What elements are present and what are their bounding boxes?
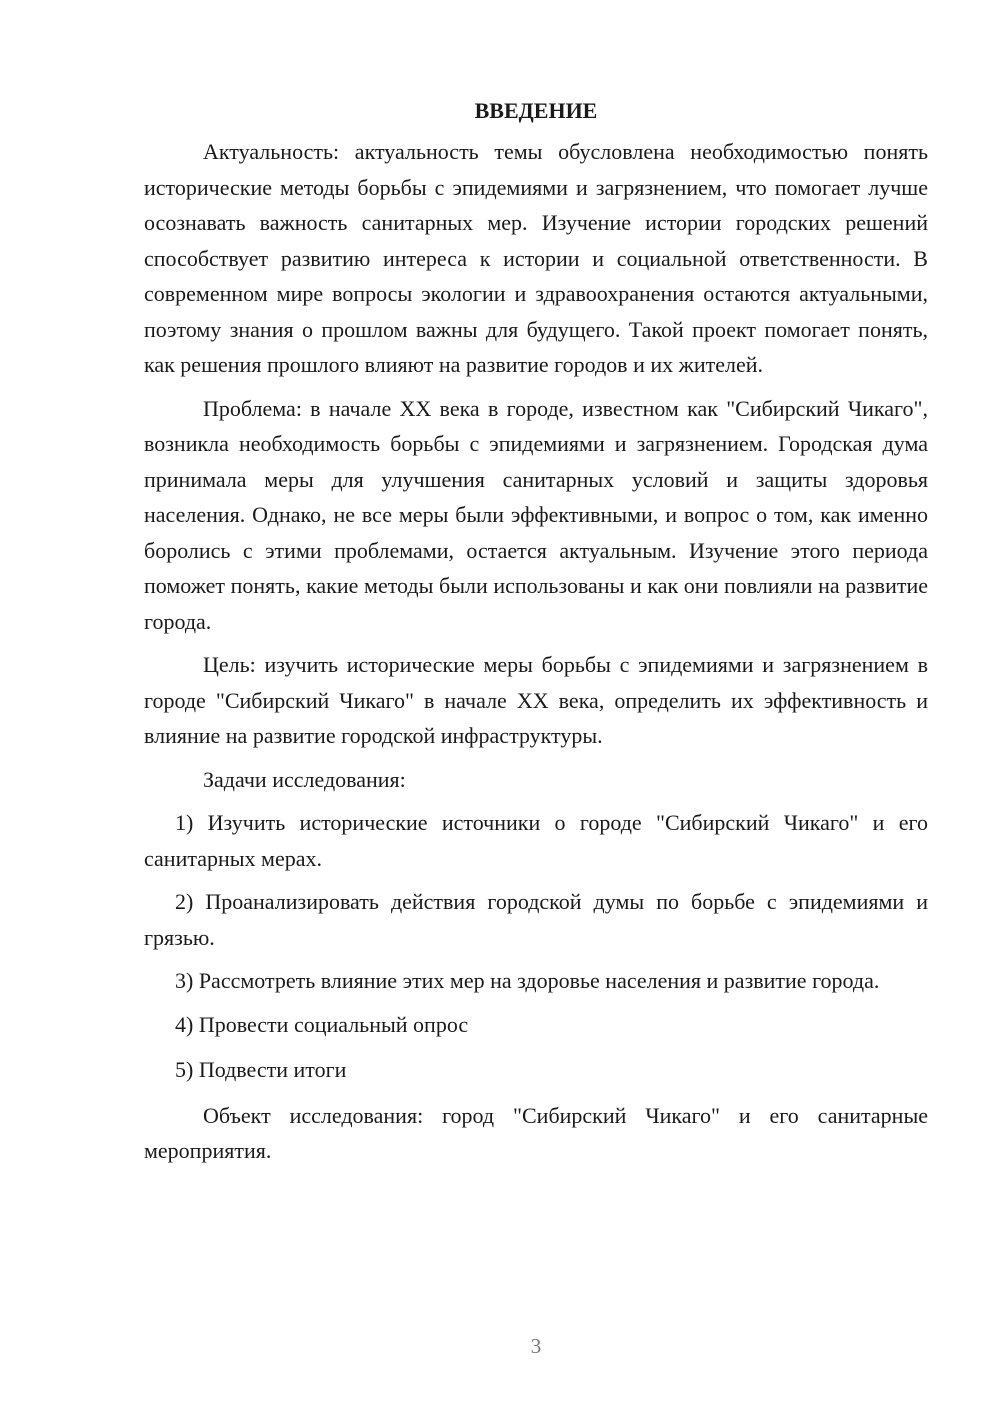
relevance-paragraph: Актуальность: актуальность темы обусловлена необходимостью понять исторические методы борьбы с эпидемиями и загрязнением, что помогает лучше осознавать важность санитарных мер. Изучение истории городских решений способствует развитию интереса к истории и социальной ответственности. В современном мире вопросы экологии и здравоохранения остаются актуальными, поэтому знания о прошлом важны для будущего. Такой проект помогает понять, как решения прошлого влияют на развитие городов и их жителей. xyxy=(144,139,928,377)
tasks-heading: Задачи исследования: xyxy=(203,766,406,792)
goal-paragraph: Цель: изучить исторические меры борьбы с эпидемиями и загрязнением в городе "Сибирский Чикаго" в начале XX века, определить их эффективность и влияние на развитие городской инфраструктуры. xyxy=(144,652,928,748)
problem-paragraph: Проблема: в начале XX века в городе, известном как "Сибирский Чикаго", возникла необходимость борьбы с эпидемиями и загрязнением. Городская дума принимала меры для улучшения санитарных условий и защиты здоровья населения. Однако, не все меры были эффективными, и вопрос о том, как именно боролись с этими проблемами, остается актуальным. Изучение этого периода поможет понять, какие методы были использованы и как они повлияли на развитие города. xyxy=(144,395,928,634)
page-content xyxy=(144,96,928,1177)
task-item-3: 3) Рассмотреть влияние этих мер на здоровье населения и развитие города. xyxy=(175,968,880,993)
task-item-5: 5) Подвести итоги xyxy=(175,1057,347,1082)
page-number: 3 xyxy=(530,1334,542,1358)
task-item-2: 2) Проанализировать действия городской думы по борьбе с эпидемиями и грязью. xyxy=(144,889,928,950)
section-title: ВВЕДЕНИЕ xyxy=(474,98,598,123)
object-paragraph: Объект исследования: город "Сибирский Чикаго" и его санитарные мероприятия. xyxy=(144,1102,928,1163)
task-item-1: 1) Изучить исторические источники о городе "Сибирский Чикаго" и его санитарных мерах. xyxy=(144,810,928,871)
task-item-4: 4) Провести социальный опрос xyxy=(175,1011,469,1037)
